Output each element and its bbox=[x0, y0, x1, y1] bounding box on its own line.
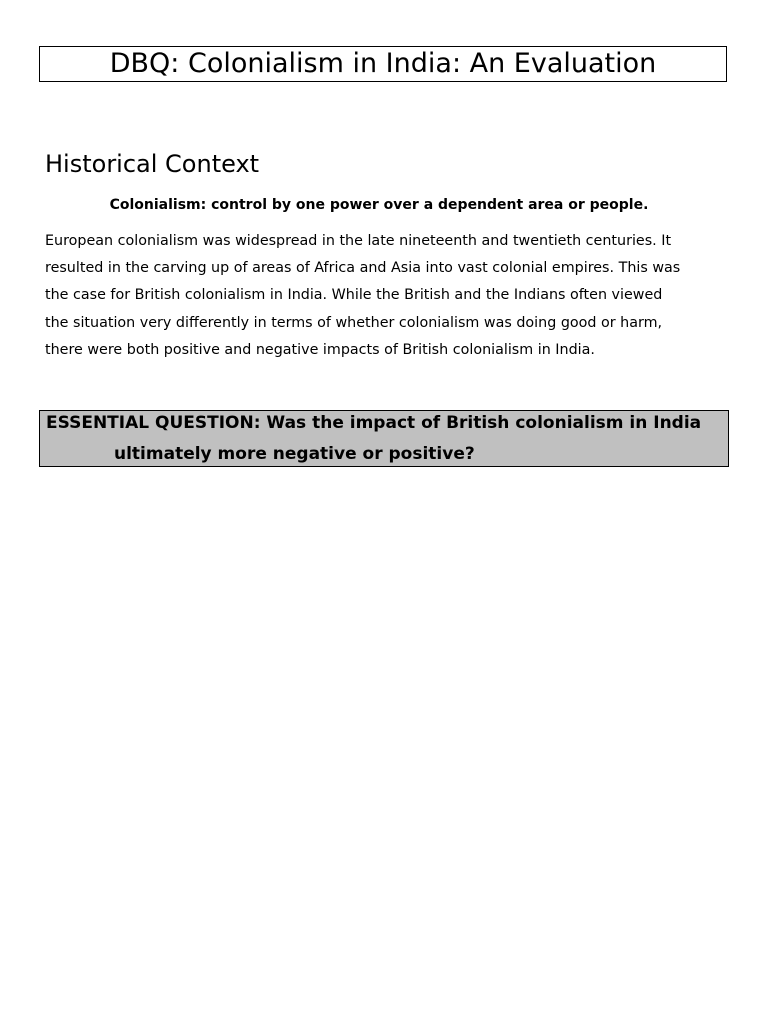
paragraph-line: European colonialism was widespread in the late nineteenth and twentieth centuries. It bbox=[45, 233, 672, 249]
essential-question-box bbox=[39, 410, 729, 467]
paragraph-line: the situation very differently in terms of whether colonialism was doing good or harm, bbox=[45, 314, 663, 331]
document-title-box bbox=[39, 46, 727, 82]
document-title: DBQ: Colonialism in India: An Evaluation bbox=[109, 48, 657, 79]
essential-question-line-2: ultimately more negative or positive? bbox=[114, 444, 475, 464]
paragraph-line: the case for British colonialism in India. While the British and the Indians often viewed bbox=[45, 287, 663, 304]
paragraph-line: there were both positive and negative impacts of British colonialism in India. bbox=[45, 341, 595, 358]
paragraph-line: resulted in the carving up of areas of Africa and Asia into vast colonial empires. This was bbox=[45, 260, 681, 277]
definition-text: Colonialism: control by one power over a dependent area or people. bbox=[109, 197, 649, 213]
essential-question-line-1: ESSENTIAL QUESTION: Was the impact of British colonialism in India bbox=[46, 413, 702, 433]
section-heading: Historical Context bbox=[45, 150, 260, 178]
context-paragraph bbox=[45, 228, 735, 364]
